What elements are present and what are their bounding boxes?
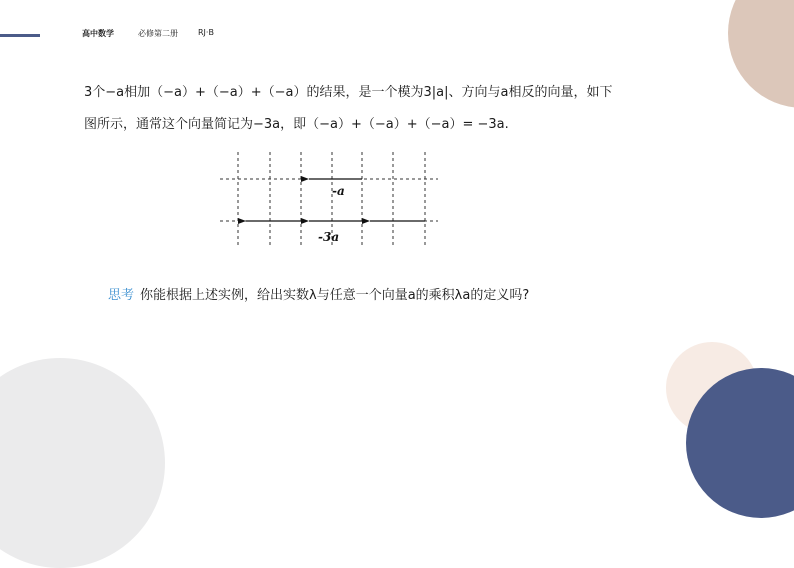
header-accent-bar [0, 34, 40, 37]
label-neg-3a: -3a [318, 230, 340, 244]
think-label: 思考 [108, 288, 135, 303]
think-text: 你能根据上述实例，给出实数λ与任意一个向量a的乘积λa的定义吗? [140, 288, 530, 303]
decorative-circle-top-right [728, 0, 794, 108]
header-edition: RJ·B [198, 28, 214, 37]
body-line-1: 3个−a相加（−a）+（−a）+（−a）的结果，是一个模为3|a|、方向与a相反的向量，如下 [84, 85, 613, 100]
decorative-circle-bottom-left [0, 358, 165, 568]
header-subject: 高中数学 [82, 29, 114, 38]
header-book: 必修第二册 [138, 29, 178, 38]
label-neg-a: -a [332, 184, 345, 198]
think-question [108, 286, 529, 306]
vector-grid-figure [220, 148, 450, 258]
body-line-2: 图所示，通常这个向量简记为−3a，即（−a）+（−a）+（−a）= −3a. [84, 117, 509, 132]
